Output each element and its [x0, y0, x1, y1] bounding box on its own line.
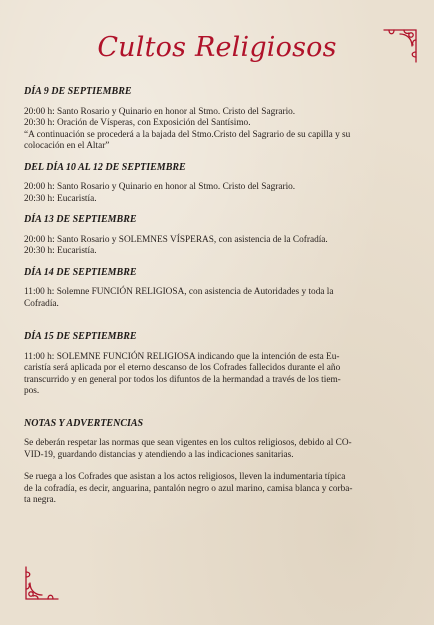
section-days-10-12 [24, 162, 414, 206]
section-heading: DÍA 15 DE SEPTIEMBRE [24, 331, 137, 342]
notes-paragraph [24, 472, 414, 507]
section-body [24, 287, 414, 310]
notes-line: ta negra. [24, 495, 57, 505]
schedule-line: colocación en el Altar” [24, 141, 110, 151]
schedule-line: pos. [24, 386, 40, 396]
schedule-content [24, 86, 414, 507]
schedule-line: 20:30 h: Eucaristía. [24, 246, 97, 256]
notes-line: de la cofradía, es decir, anguarina, pantalón negro o azul marino, camisa blanca y corba- [24, 483, 353, 494]
section-body [24, 235, 414, 258]
schedule-line: 20:30 h: Eucaristía. [24, 193, 97, 204]
page-title: Cultos Religiosos [97, 32, 337, 63]
schedule-line: 11:00 h: SOLEMNE FUNCIÓN RELIGIOSA indicando que la intención de esta Eu- [24, 351, 340, 362]
schedule-line: “A continuación se procederá a la bajada del Stmo.Cristo del Sagrario de su capilla y su [24, 129, 351, 140]
section-body [24, 352, 414, 398]
section-day-14 [24, 267, 414, 311]
notes-line: Se deberán respetar las normas que sean vigentes en los cultos religiosos, debido al CO- [24, 438, 352, 448]
section-heading: DEL DÍA 10 AL 12 DE SEPTIEMBRE [24, 161, 186, 173]
section-heading: DÍA 9 DE SEPTIEMBRE [24, 86, 132, 97]
schedule-line: 20:30 h: Oración de Vísperas, con Exposición del Santísimo. [24, 118, 251, 128]
schedule-line: Cofradía. [24, 298, 59, 309]
notes-section [24, 418, 414, 507]
section-day-15 [24, 331, 414, 398]
corner-ornament-top-right [380, 26, 420, 66]
section-body [24, 182, 414, 205]
schedule-line: 20:00 h: Santo Rosario y Quinario en honor al Stmo. Cristo del Sagrario. [24, 106, 296, 117]
notes-line: VID-19, guardando distancias y atendiendo a las indicaciones sanitarias. [24, 449, 294, 460]
schedule-line: 20:00 h: Santo Rosario y SOLEMNES VÍSPERAS, con asistencia de la Cofradía. [24, 234, 328, 245]
schedule-line: 20:00 h: Santo Rosario y Quinario en honor al Stmo. Cristo del Sagrario. [24, 182, 296, 192]
schedule-line: 11:00 h: Solemne FUNCIÓN RELIGIOSA, con asistencia de Autoridades y toda la [24, 287, 334, 297]
section-heading: DÍA 14 DE SEPTIEMBRE [24, 266, 137, 278]
section-body [24, 107, 414, 153]
section-day-9 [24, 86, 414, 153]
notes-heading: NOTAS Y ADVERTENCIAS [24, 417, 144, 429]
section-heading: DÍA 13 DE SEPTIEMBRE [24, 214, 137, 225]
notes-paragraph [24, 438, 414, 461]
section-day-13 [24, 214, 414, 258]
schedule-line: transcurrido y en general por todos los difuntos de la hermandad a través de los tiem- [24, 374, 341, 385]
schedule-line: caristía será aplicada por el eterno descanso de los Cofrades fallecidos durante el año [24, 363, 341, 373]
notes-line: Se ruega a los Cofrades que asistan a los actos religiosos, lleven la indumentaria típica [24, 472, 346, 482]
corner-ornament-bottom-left [22, 563, 62, 603]
